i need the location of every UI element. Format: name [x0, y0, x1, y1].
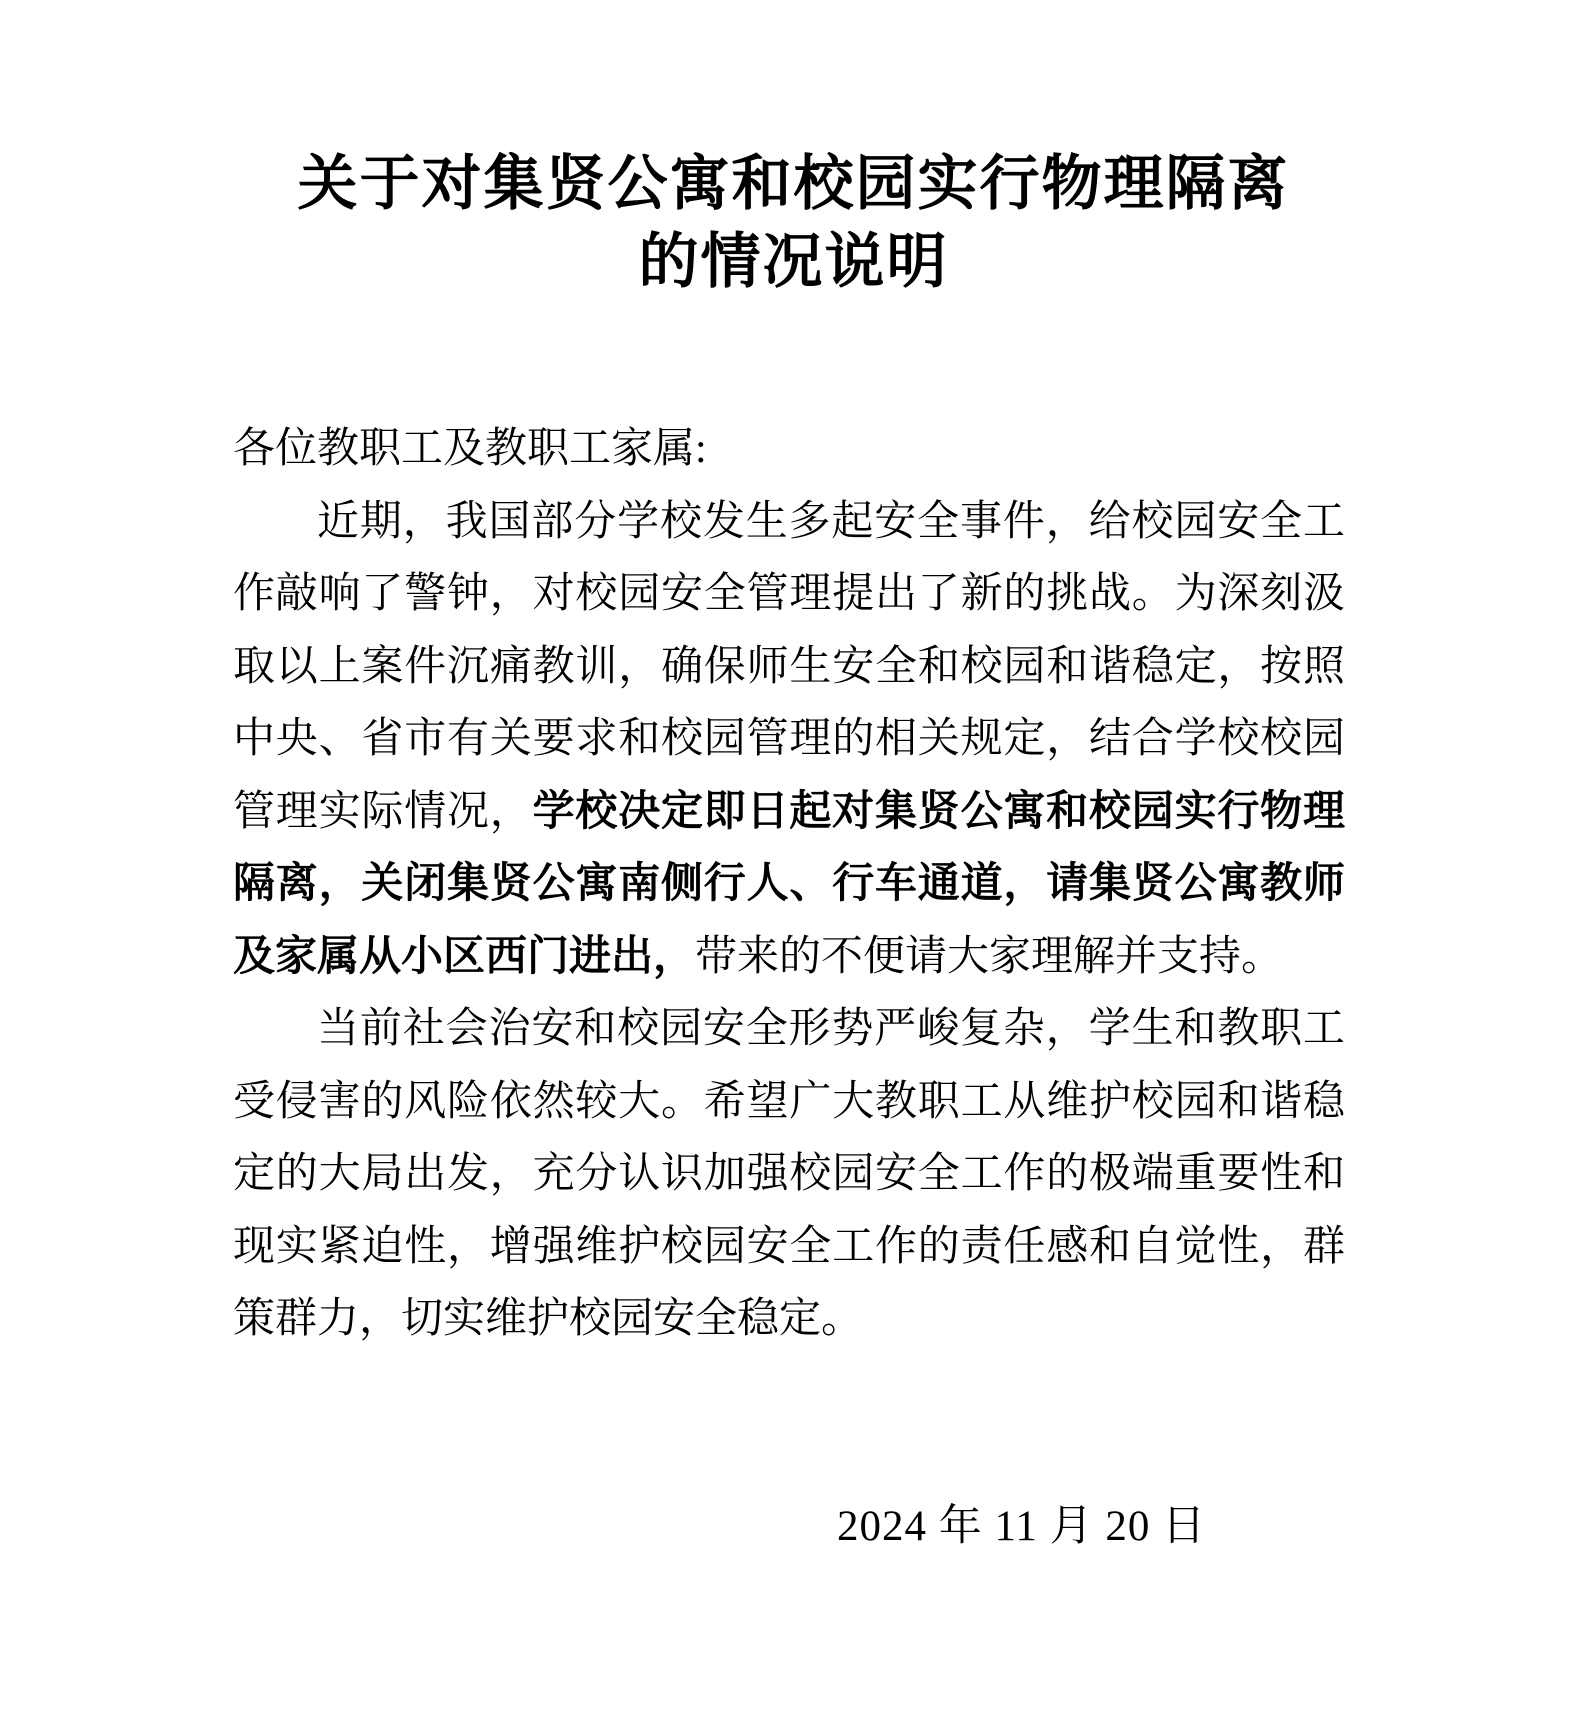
document-title-line-1: 关于对集贤公寓和校园实行物理隔离 — [297, 151, 1290, 217]
document-title — [110, 145, 1477, 301]
paragraph-1-opening-text: 近期，我国部分学校发生多起安全事件，给校园安全工作敲响了警钟，对校园安全管理提出了新的挑战。为深刻汲取以上案件沉痛教训，确保师生安全和校园和谐稳定，按照中央、省市有关要求和校园管理的相关规定，结合学校校园管理实际情况， — [233, 498, 1345, 835]
date-line: 2024 年 11 月 20 日 — [837, 1502, 1207, 1550]
paragraph-2: 当前社会治安和校园安全形势严峻复杂，学生和教职工受侵害的风险依然较大。希望广大教职工从维护校园和谐稳定的大局出发，充分认识加强校园安全工作的极端重要性和现实紧迫性，增强维护校园安全工作的责任感和自觉性，群策群力，切实维护校园安全稳定。 — [233, 1006, 1345, 1342]
paragraph-1-bold-emphasis: 学校决定即日起对集贤公寓和校园实行物理隔离，关闭集贤公寓南侧行人、行车通道，请集贤公寓教师及家属从小区西门进出， — [233, 788, 1345, 980]
paragraph-1 — [233, 486, 1345, 994]
salutation: 各位教职工及教职工家属: — [233, 426, 707, 472]
paragraph-1-closing-text: 带来的不便请大家理解并支持。 — [695, 933, 1284, 980]
document-body — [233, 413, 1345, 1356]
document-title-line-2: 的情况说明 — [638, 229, 949, 295]
